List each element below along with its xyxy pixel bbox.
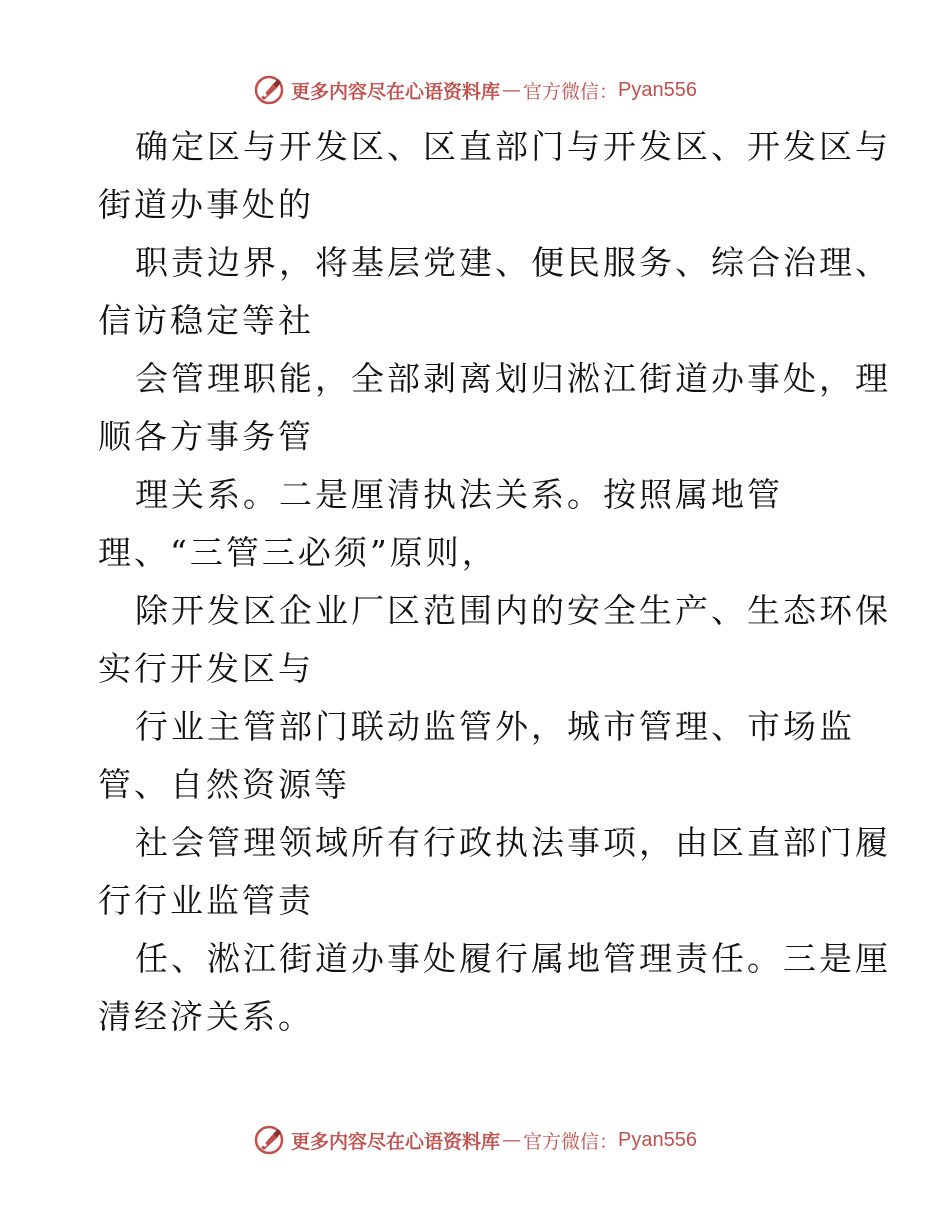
- body-line: 职责边界，将基层党建、便民服务、综合治理、: [135, 243, 891, 282]
- pen-nib-seal-icon: [253, 74, 285, 106]
- banner-wechat-label: 官方微信：: [523, 80, 619, 103]
- body-line: 管、自然资源等: [98, 765, 350, 804]
- banner-wechat-id: Pyan556: [618, 1128, 697, 1151]
- body-line: 会管理职能，全部剥离划归淞江街道办事处，理: [135, 359, 891, 398]
- body-line: 任、淞江街道办事处履行属地管理责任。三是厘: [135, 939, 891, 978]
- body-line: 街道办事处的: [98, 185, 314, 224]
- body-line: 社会管理领域所有行政执法事项，由区直部门履: [135, 823, 891, 862]
- body-line: 顺各方事务管: [98, 417, 314, 456]
- body-line: 实行开发区与: [98, 649, 314, 688]
- banner-text: 更多内容尽在心语资料库: [291, 80, 501, 103]
- pen-nib-seal-icon: [253, 1124, 285, 1156]
- document-body: [98, 118, 891, 1046]
- banner-text: 更多内容尽在心语资料库: [291, 1130, 501, 1153]
- body-line: 行行业监管责: [98, 881, 314, 920]
- banner-wechat-label: 官方微信：: [523, 1130, 619, 1153]
- body-line: 理关系。二是厘清执法关系。按照属地管: [135, 475, 783, 514]
- banner-dash: —: [502, 1129, 522, 1151]
- body-line: 理、“三管三必须”原则，: [98, 533, 498, 572]
- body-line: 行业主管部门联动监管外，城市管理、市场监: [135, 707, 855, 746]
- header-banner: [0, 70, 950, 110]
- body-line: 除开发区企业厂区范围内的安全生产、生态环保: [135, 591, 891, 630]
- body-line: 确定区与开发区、区直部门与开发区、开发区与: [135, 127, 891, 166]
- banner-dash: —: [502, 79, 522, 101]
- body-line: 清经济关系。: [98, 997, 314, 1036]
- footer-banner: [0, 1120, 950, 1160]
- body-line: 信访稳定等社: [98, 301, 314, 340]
- banner-wechat-id: Pyan556: [618, 78, 697, 101]
